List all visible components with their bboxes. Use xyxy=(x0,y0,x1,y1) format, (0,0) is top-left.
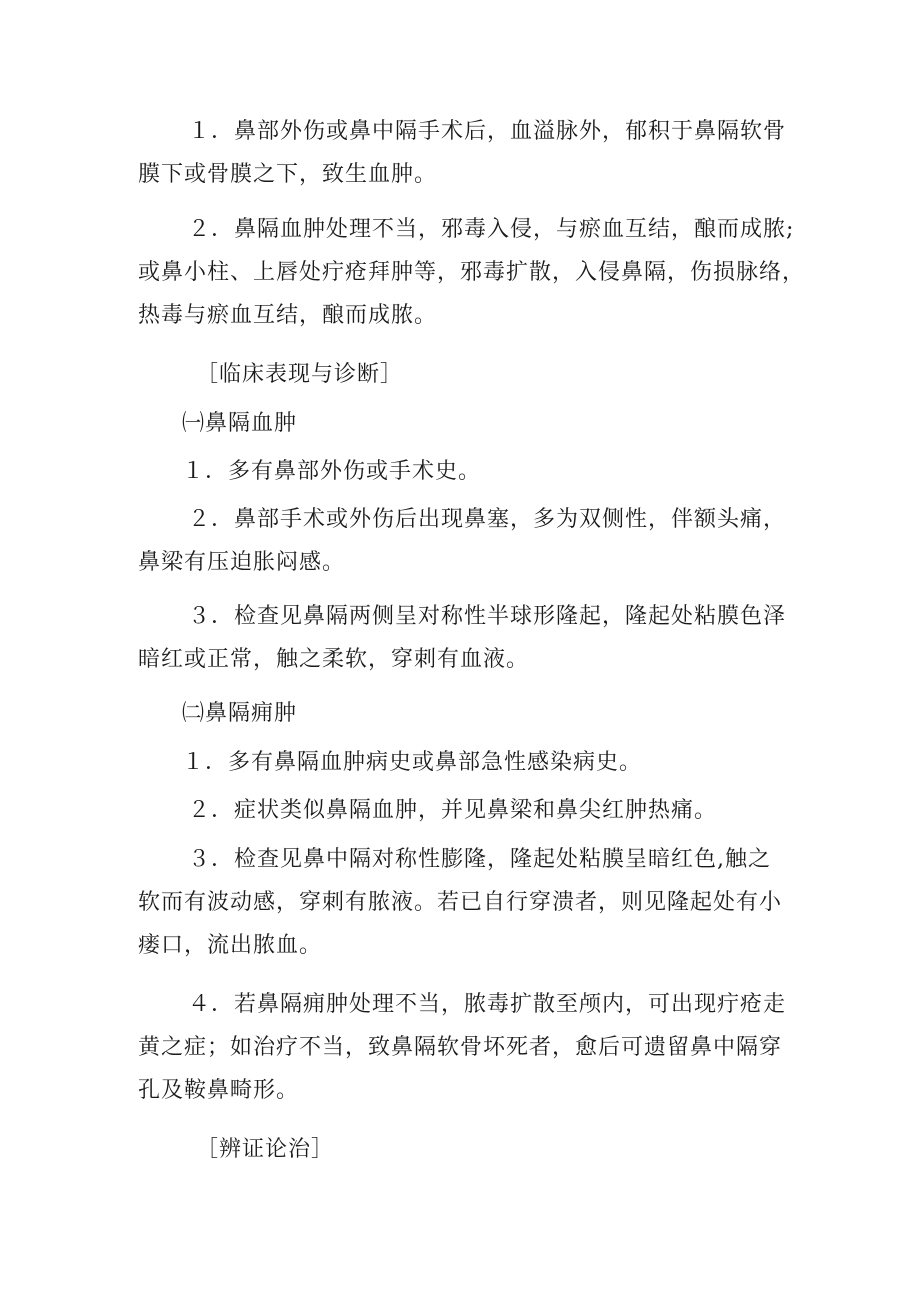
paragraph-line: ２．鼻隔血肿处理不当，邪毒入侵，与瘀血互结，酿而成脓; xyxy=(188,217,795,242)
paragraph-2 xyxy=(138,208,806,337)
section-heading-treatment xyxy=(138,1128,798,1171)
paragraph-line: ３．检查见鼻隔两侧呈对称性半球形隆起，隆起处粘膜色泽 xyxy=(188,604,787,629)
paragraph-7 xyxy=(138,789,798,832)
paragraph-line: 黄之症；如治疗不当，致鼻隔软骨坏死者，愈后可遗留鼻中隔穿 xyxy=(138,1035,783,1060)
paragraph-6 xyxy=(138,741,798,784)
paragraph-line: １．多有鼻部外伤或手术史。 xyxy=(182,459,482,484)
paragraph-line: 或鼻小柱、上唇处疔疮拜肿等，邪毒扩散，入侵鼻隔，伤损脉络， xyxy=(138,260,806,285)
paragraph-9 xyxy=(138,983,798,1112)
paragraph-line: ２．鼻部手术或外伤后出现鼻塞，多为双侧性，伴额头痛， xyxy=(188,507,787,532)
paragraph-line: ３．检查见鼻中隔对称性膨隆，隆起处粘膜呈暗红色,触之 xyxy=(188,847,771,872)
paragraph-line: 热毒与瘀血互结，酿而成脓。 xyxy=(138,303,438,328)
paragraph-line: 鼻梁有压迫胀闷感。 xyxy=(138,550,346,575)
subheading-text: ㈠鼻隔血肿 xyxy=(182,411,298,436)
section-heading-clinical xyxy=(138,353,798,396)
paragraph-8 xyxy=(138,838,798,967)
subheading-abscess xyxy=(138,692,798,735)
subheading-hematoma xyxy=(138,402,798,445)
subheading-text: ㈡鼻隔痈肿 xyxy=(182,701,298,726)
paragraph-line: ４．若鼻隔痈肿处理不当，脓毒扩散至颅内，可出现疔疮走 xyxy=(188,992,787,1017)
paragraph-5 xyxy=(138,595,798,681)
paragraph-line: ２．症状类似鼻隔血肿，并见鼻梁和鼻尖红肿热痛。 xyxy=(188,798,718,823)
paragraph-line: 孔及鞍鼻畸形。 xyxy=(138,1078,300,1103)
paragraph-1 xyxy=(138,110,798,196)
paragraph-line: １．鼻部外伤或鼻中隔手术后，血溢脉外，郁积于鼻隔软骨 xyxy=(188,119,787,144)
paragraph-line: 膜下或骨膜之下，致生血肿。 xyxy=(138,162,438,187)
paragraph-4 xyxy=(138,498,798,584)
paragraph-line: 暗红或正常，触之柔软，穿刺有血液。 xyxy=(138,647,530,672)
paragraph-line: １．多有鼻隔血肿病史或鼻部急性感染病史。 xyxy=(182,750,643,775)
heading-text: ［临床表现与诊断］ xyxy=(196,362,404,387)
paragraph-3 xyxy=(138,450,798,493)
paragraph-line: 软而有波动感，穿刺有脓液。若已自行穿溃者，则见隆起处有小 xyxy=(138,890,783,915)
paragraph-line: 瘘口，流出脓血。 xyxy=(138,933,323,958)
heading-text: ［辨证论治］ xyxy=(196,1137,335,1162)
